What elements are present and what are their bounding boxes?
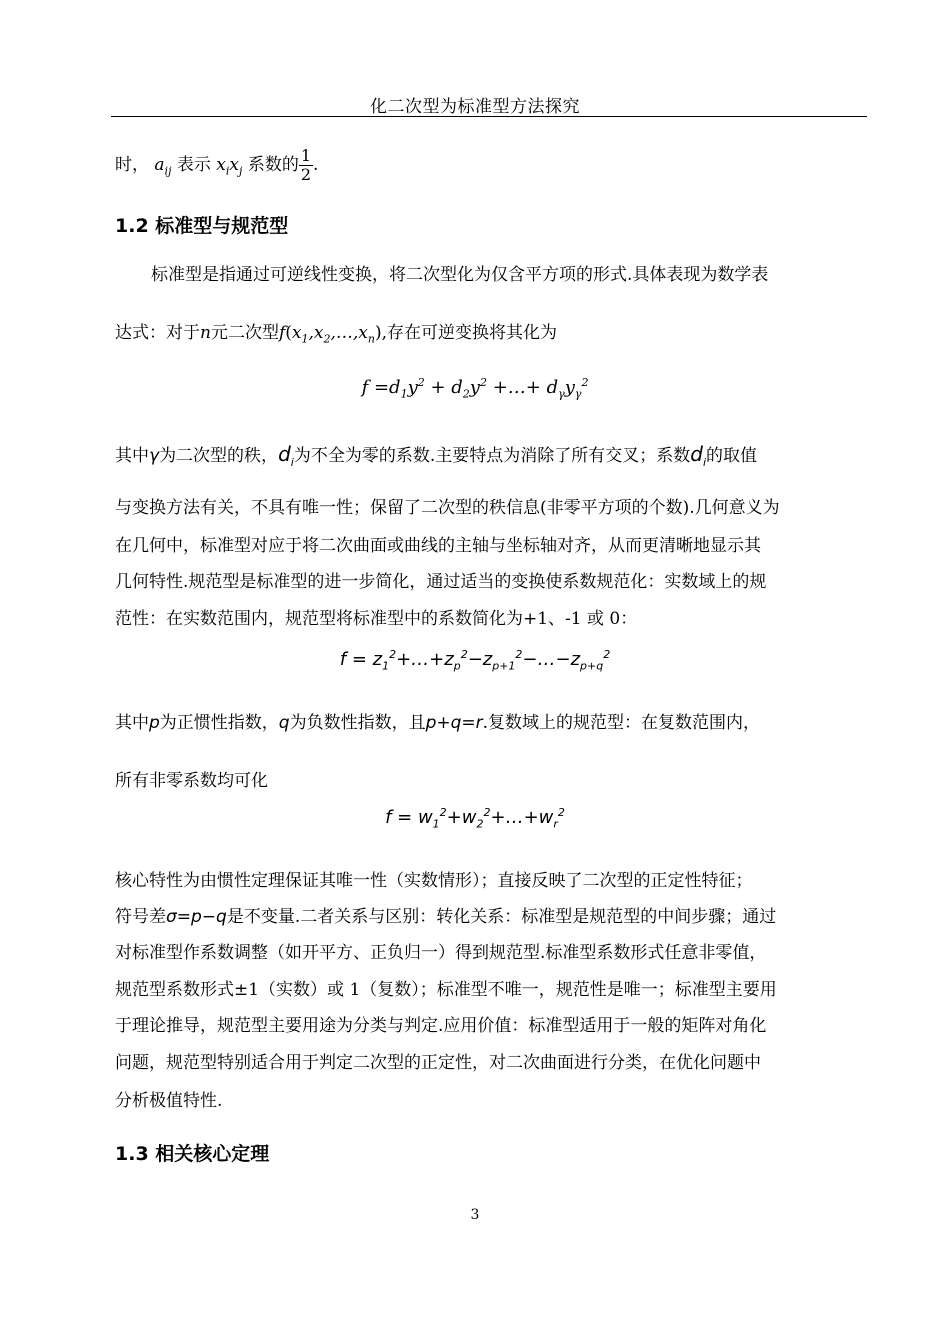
formula-n: n [200,323,211,343]
section-heading-1-3: 1.3 相关核心定理 [115,1143,270,1165]
text: 为负数性指数，且 [289,713,426,733]
paragraph-4-line-5: 于理论推导，规范型主要用途为分类与判定.应用价值：标准型适用于一般的矩阵对角化 [115,1016,767,1036]
paragraph-4-line-6: 问题，规范型特别适合用于判定二次型的正定性，对二次曲面进行分类，在优化问题中 [115,1053,761,1073]
page-number: 3 [470,1207,480,1223]
fraction-one-half: $\frac{1}{2}$ [300,146,312,184]
equation-complex-canonical: $f = w_1^2+w_2^2+\dots+w_r^2$ [385,806,565,831]
paragraph-4-line-1: 核心特性为由惯性定理保证其唯一性（实数情形）；直接反映了二次型的正定性特征； [115,871,753,891]
paragraph-2-line-1 [115,443,860,474]
paragraph-1-line-2: 达式：对于n元二次型$f(x_1,x_2,\dots,x_n)$,存在可逆变换将其化为 [115,323,558,346]
formula-aij: $a_{ij}$ [154,155,172,178]
text: 为不全为零的系数.主要特点为消除了所有交叉；系数 [293,446,691,466]
equation-real-canonical: $f = z_1^2+\dots+z_p^2-z_{p+1}^2-\dots-z_{p+q}^2$ [339,648,611,673]
paragraph-2-line-4: 几何特性.规范型是标准型的进一步简化，通过适当的变换使系数规范化：实数域上的规 [115,572,767,592]
formula-di: $d_i$ [690,442,706,469]
text: .复数域上的规范型：在复数范围内， [482,713,761,733]
text: 其中 [115,713,149,733]
formula-di: $d_i$ [278,442,294,469]
header-title: 化二次型为标准型方法探究 [370,97,580,117]
header-rule [111,116,867,117]
paragraph-4-line-4: 规范型系数形式±1（实数）或 1（复数）；标准型不唯一，规范性是唯一；标准型主要用 [115,980,777,1000]
text: 为二次型的秩， [159,446,279,466]
text: 为正惯性指数， [159,713,279,733]
paragraph-2-line-5: 范性：在实数范围内，规范型将标准型中的系数简化为+1、-1 或 0： [115,609,638,629]
text: . [313,155,319,175]
paragraph-4-line-3: 对标准型作系数调整（如开平方、正负归一）得到规范型.标准型系数形式任意非零值， [115,943,767,963]
text: 是不变量.二者关系与区别：转化关系：标准型是规范型的中间步骤；通过 [226,907,777,927]
equation-standard-form: $f =d_1y^2 + d_2y^2$ +…+ $d_\gamma y_\gamma^2$ [361,376,589,401]
paragraph-4-line-7: 分析极值特性. [115,1091,223,1111]
text: 表示 [176,155,211,175]
text: 时， [115,155,149,175]
paragraph-4-line-2 [115,906,860,928]
section-heading-1-2: 1.2 标准型与规范型 [115,215,289,237]
paragraph-2-line-3: 在几何中，标准型对应于将二次曲面或曲线的主轴与坐标轴对齐，从而更清晰地显示其 [115,536,761,556]
paragraph-2-line-2: 与变换方法有关，不具有唯一性；保留了二次型的秩信息(非零平方项的个数).几何意义为 [115,498,780,518]
formula-xixj: $x_ix_j$ [216,155,243,178]
paragraph-1-line-1: 标准型是指通过可逆线性变换，将二次型化为仅含平方项的形式.具体表现为数学表 [151,265,769,285]
paragraph-0 [115,147,860,184]
formula-vars: $x_1,x_2,\dots,x_n$ [291,323,375,346]
text: ,存在可逆变换将其化为 [381,323,558,343]
paragraph-3-line-2: 所有非零系数均可化 [115,771,268,791]
formula-signature: σ=p−q [166,907,227,927]
text: 达式：对于 [115,323,200,343]
text: 元二次型 [210,323,279,343]
formula-q: q [278,713,290,733]
paragraph-3-line-1 [115,712,860,734]
text: 的取值 [706,446,757,466]
formula-f-x: f [278,323,286,343]
text: 符号差 [115,907,166,927]
text: 其中 [115,446,149,466]
formula-p-plus-q: p+q=r [425,713,483,733]
text: 系数的 [247,155,299,175]
formula-p: p [149,713,160,733]
formula-gamma: γ [149,446,160,466]
